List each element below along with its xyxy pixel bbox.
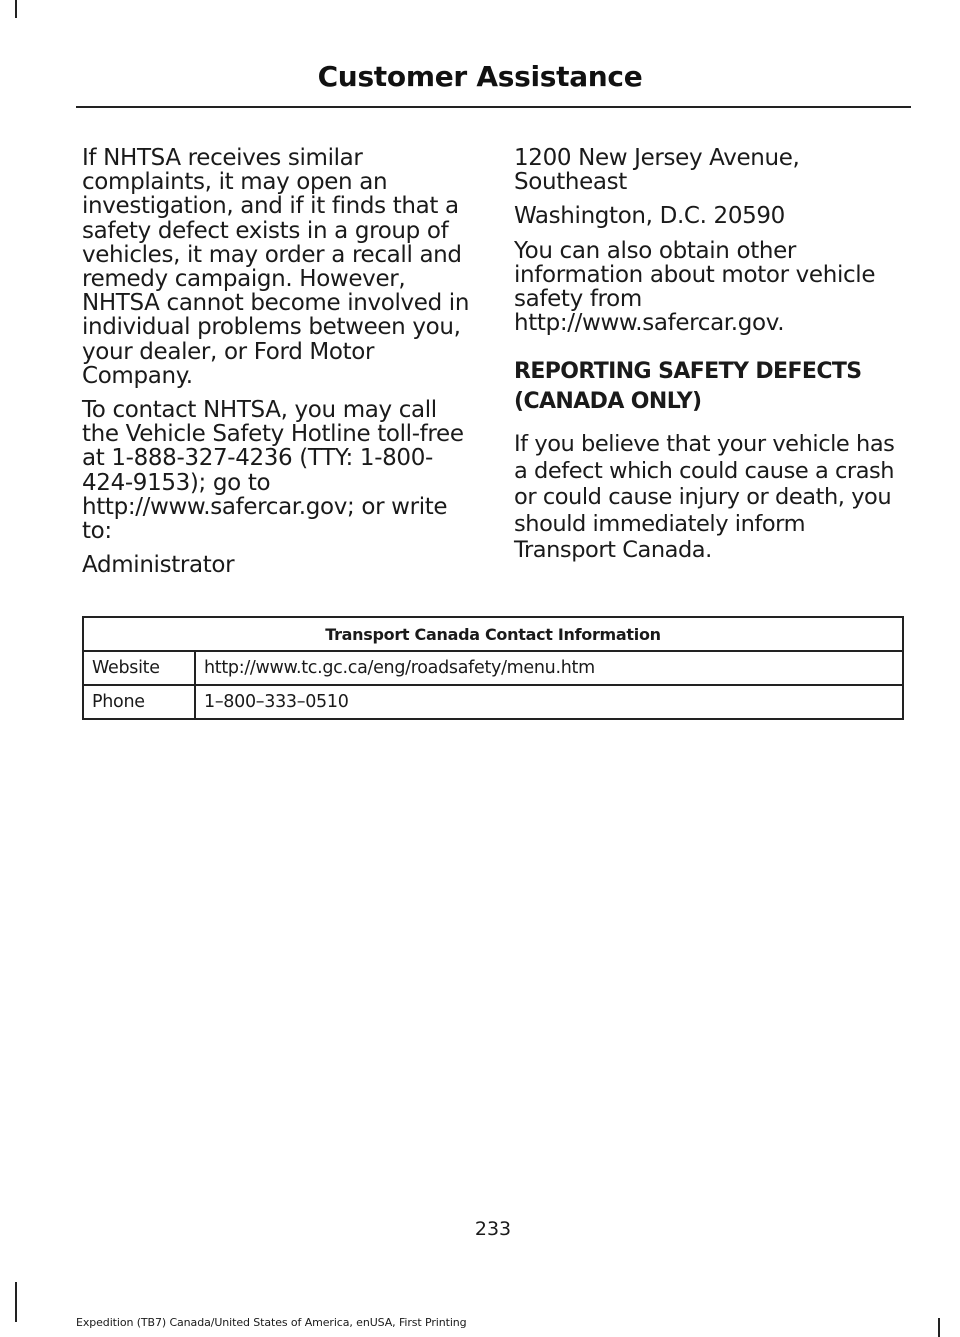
section-heading-line-2: (CANADA ONLY) <box>514 389 702 415</box>
right-column <box>514 146 912 573</box>
table-caption: Transport Canada Contact Information <box>83 617 903 651</box>
table-row <box>83 685 903 719</box>
crop-mark-top-left <box>15 0 17 18</box>
city-line: Washington, D.C. 20590 <box>514 203 785 230</box>
section-heading-line-1: REPORTING SAFETY DEFECTS <box>514 359 862 385</box>
table-header-row <box>83 617 903 651</box>
nhtsa-contact-paragraph: To contact NHTSA, you may call the Vehicle Safety Hotline toll-free at 1-888-327-4236 (TTY: 1-800-424-9153); go to http://www.safercar.gov; or write to: <box>82 397 464 545</box>
header-rule <box>76 106 911 108</box>
table-row <box>83 651 903 685</box>
safety-info-paragraph: You can also obtain other information about motor vehicle safety from http://www.safercar.gov. <box>514 237 876 337</box>
nhtsa-investigation-paragraph: If NHTSA receives similar complaints, it may open an investigation, and if it finds that a safety defect exists in a group of vehicles, it may order a recall and remedy campaign. However, NHTSA cannot become involved in individual problems between you, your dealer, or Ford Motor Company. <box>82 145 470 389</box>
website-value: http://www.tc.gc.ca/eng/roadsafety/menu.htm <box>195 651 903 685</box>
canada-defect-paragraph: If you believe that your vehicle has a defect which could cause a crash or could cause injury or death, you should immediately inform Transport Canada. <box>514 431 895 564</box>
crop-mark-bottom-right <box>938 1318 940 1337</box>
page-header-title: Customer Assistance <box>317 60 643 93</box>
phone-value: 1–800–333–0510 <box>195 685 903 719</box>
phone-label: Phone <box>83 685 195 719</box>
address-line: 1200 New Jersey Avenue, Southeast <box>514 145 800 196</box>
printing-info: Expedition (TB7) Canada/United States of America, enUSA, First Printing <box>76 1316 467 1329</box>
administrator-line: Administrator <box>82 552 235 579</box>
transport-canada-contact-table <box>82 616 904 720</box>
section-heading <box>514 357 912 417</box>
website-label: Website <box>83 651 195 685</box>
left-column <box>82 146 477 587</box>
crop-mark-bottom-left <box>15 1282 17 1322</box>
page-number: 233 <box>474 1218 512 1240</box>
